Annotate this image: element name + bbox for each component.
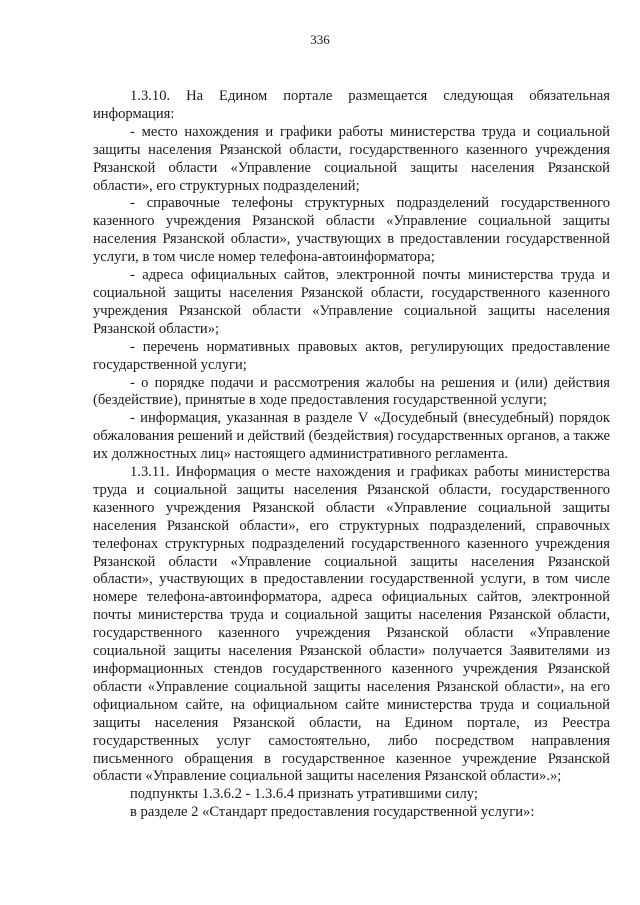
paragraph-subpoints-void: подпункты 1.3.6.2 - 1.3.6.4 признать утратившими силу; bbox=[130, 786, 478, 803]
paragraph-1-3-11: 1.3.11. Информация о месте нахождения и графиках работы министерства труда и социальной защиты населения Рязанской области, государственного казенного учреждения Рязанской области «Управление социальной защиты населения Рязанской области», его структурных подразделений, справочных телефонах структурных подразделений государственного казенного учреждения Рязанской области «Управление социальной защиты населения Рязанской области», участвующих в предоставлении государственной услуги, в том числе номере телефона-автоинформатора, адреса официальных сайтов, электронной почты министерства труда и социальной защиты населения Рязанской области, государственного казенного учреждения Рязанской области «Управление социальной защиты населения Рязанской области» получается Заявителями из информационных стендов государственного казенного учреждения Рязанской области «Управление социальной защиты населения Рязанской области», на его официальном сайте, на официальном сайте министерства труда и социальной защиты населения Рязанской области, на Едином портале, из Реестра государственных услуг самостоятельно, либо посредством направления письменного обращения в государственное казенное учреждение Рязанской области «Управление социальной защиты населения Рязанской области».»; bbox=[93, 464, 610, 785]
list-item-section-v: - информация, указанная в разделе V «Досудебный (внесудебный) порядок обжалования решений и действий (бездействия) государственных органов, а также их должностных лиц» настоящего административного регламента. bbox=[93, 410, 610, 463]
paragraph-section-2: в разделе 2 «Стандарт предоставления государственной услуги»: bbox=[130, 804, 535, 821]
paragraph-1-3-10: 1.3.10. На Едином портале размещается следующая обязательная информация: bbox=[93, 88, 610, 122]
document-body bbox=[93, 88, 610, 822]
list-item-normative-acts: - перечень нормативных правовых актов, регулирующих предоставление государственной услуги; bbox=[93, 338, 610, 373]
list-item-location-schedule: - место нахождения и графики работы министерства труда и социальной защиты населения Рязанской области, государственного казенного учреждения Рязанской области «Управление социальной защиты населения Рязанской области», его структурных подразделений; bbox=[93, 123, 610, 194]
list-item-complaints: - о порядке подачи и рассмотрения жалобы на решения и (или) действия (бездействие), принятые в ходе предоставления государственной услуги; bbox=[93, 374, 610, 409]
list-item-phones: - справочные телефоны структурных подразделений государственного казенного учреждения Рязанской области «Управление социальной защиты населения Рязанской области», участвующих в предоставлении государственной услуги, в том числе номер телефона-автоинформатора; bbox=[93, 195, 610, 266]
list-item-websites-email: - адреса официальных сайтов, электронной почты министерства труда и социальной защиты населения Рязанской области, государственного казенного учреждения Рязанской области «Управление социальной защиты населения Рязанской области»; bbox=[93, 267, 610, 337]
page-number: 336 bbox=[310, 32, 330, 47]
